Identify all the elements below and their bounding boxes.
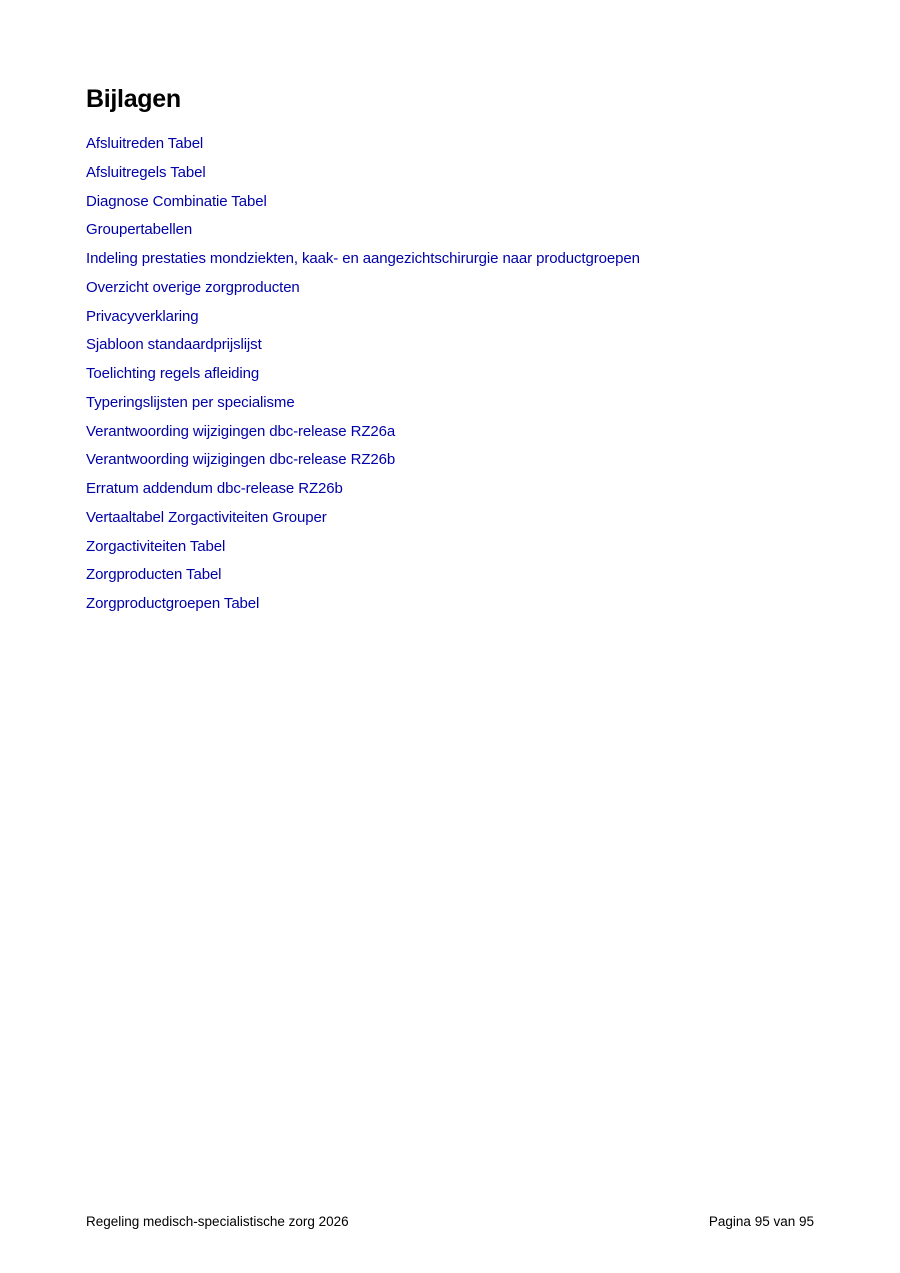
attachment-link[interactable]: Erratum addendum dbc-release RZ26b bbox=[86, 480, 343, 497]
attachment-link[interactable]: Verantwoording wijzigingen dbc-release RZ26b bbox=[86, 451, 396, 469]
attachment-link[interactable]: Vertaaltabel Zorgactiviteiten Grouper bbox=[86, 508, 327, 526]
attachment-link[interactable]: Typeringslijsten per specialisme bbox=[86, 393, 295, 411]
list-item bbox=[86, 475, 640, 504]
footer-page-number: Pagina 95 van 95 bbox=[708, 1214, 814, 1229]
list-item bbox=[86, 130, 640, 159]
list-item bbox=[86, 504, 640, 533]
list-item bbox=[86, 590, 640, 619]
list-item bbox=[86, 389, 640, 418]
list-item bbox=[86, 245, 640, 274]
attachment-link[interactable]: Overzicht overige zorgproducten bbox=[86, 278, 300, 296]
footer-document-title: Regeling medisch-specialistische zorg 2026 bbox=[86, 1214, 349, 1229]
list-item bbox=[86, 331, 640, 360]
attachment-link[interactable]: Afsluitreden Tabel bbox=[86, 135, 204, 152]
list-item bbox=[86, 446, 640, 475]
list-item bbox=[86, 561, 640, 590]
list-item bbox=[86, 303, 640, 332]
list-item bbox=[86, 216, 640, 245]
attachment-link[interactable]: Zorgactiviteiten Tabel bbox=[86, 537, 226, 555]
list-item bbox=[86, 159, 640, 188]
attachment-link[interactable]: Sjabloon standaardprijslijst bbox=[86, 336, 262, 354]
list-item bbox=[86, 188, 640, 217]
attachment-link[interactable]: Diagnose Combinatie Tabel bbox=[86, 192, 267, 210]
list-item bbox=[86, 533, 640, 562]
attachment-link[interactable]: Privacyverklaring bbox=[86, 307, 199, 325]
attachment-link[interactable]: Afsluitregels Tabel bbox=[86, 163, 206, 181]
attachment-link[interactable]: Groupertabellen bbox=[86, 221, 193, 239]
attachment-link[interactable]: Zorgproducten Tabel bbox=[86, 566, 222, 584]
list-item bbox=[86, 418, 640, 447]
attachment-link[interactable]: Toelichting regels afleiding bbox=[86, 365, 260, 382]
attachment-link[interactable]: Indeling prestaties mondziekten, kaak- en aangezichtschirurgie naar productgroepen bbox=[86, 250, 640, 267]
page-title: Bijlagen bbox=[86, 85, 181, 113]
attachment-link[interactable]: Verantwoording wijzigingen dbc-release RZ26a bbox=[86, 422, 396, 440]
attachment-link-list bbox=[86, 130, 640, 619]
attachment-link[interactable]: Zorgproductgroepen Tabel bbox=[86, 595, 260, 612]
list-item bbox=[86, 360, 640, 389]
list-item bbox=[86, 274, 640, 303]
